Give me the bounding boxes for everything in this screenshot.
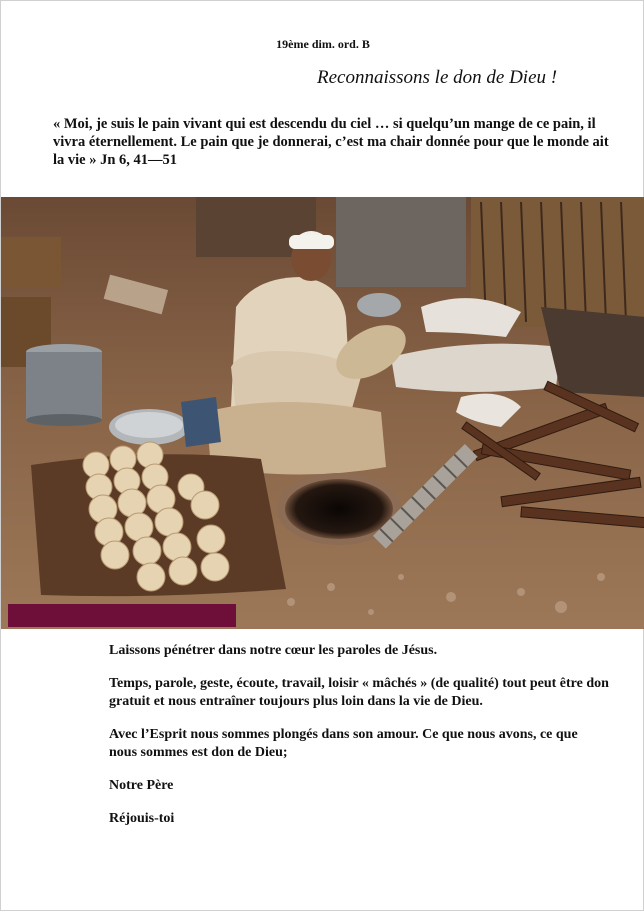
page-subtitle: Reconnaissons le don de Dieu !: [317, 67, 558, 88]
liturgical-reference: 19ème dim. ord. B: [276, 37, 370, 51]
prayer-rejouis-toi: Réjouis-toi: [109, 811, 175, 826]
reflection-text: [109, 642, 609, 843]
paragraph-spirit: Avec l’Esprit nous sommes plongés dans son amour. Ce que nous avons, ce que nous sommes est don de Dieu;: [109, 727, 578, 760]
prayer-notre-pere: Notre Père: [109, 778, 174, 793]
scripture-quote: « Moi, je suis le pain vivant qui est descendu du ciel … si quelqu’un mange de ce pain, il vivra éternellement. Le pain que je donnerai, c’est ma chair donnée pour que le monde ait la vie » Jn 6, 41—51: [53, 116, 609, 168]
paragraph-intro: Laissons pénétrer dans notre cœur les paroles de Jésus.: [109, 643, 438, 658]
bread-baker-photo: [1, 197, 644, 629]
decorative-color-bar: [8, 604, 236, 627]
paragraph-gift: Temps, parole, geste, écoute, travail, loisir « mâchés » (de qualité) tout peut être don gratuit et nous entraîner toujours plus loin dans la vie de Dieu.: [109, 676, 609, 709]
